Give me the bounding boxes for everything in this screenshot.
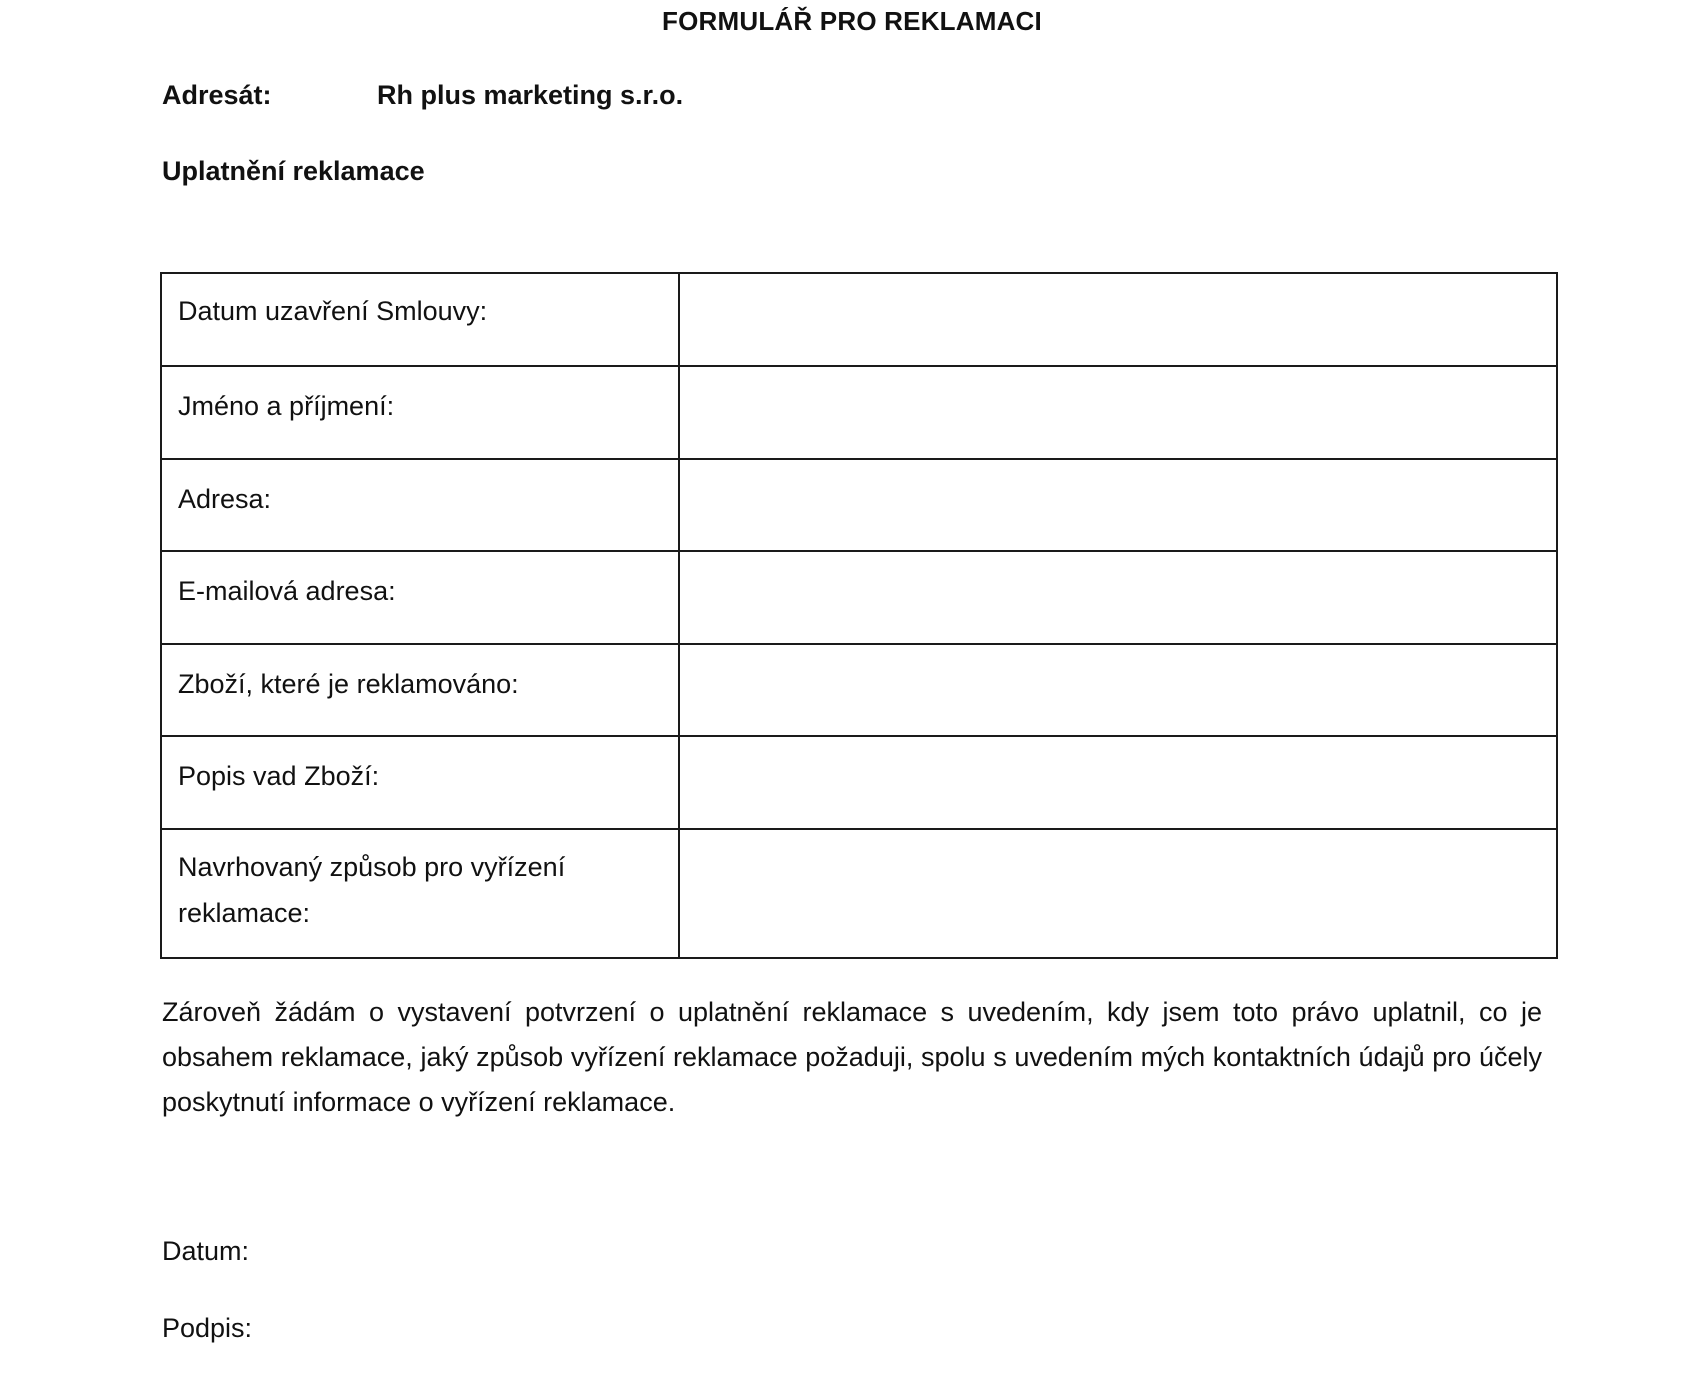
form-field-address[interactable] — [679, 459, 1557, 551]
form-field-defect-description[interactable] — [679, 736, 1557, 829]
form-label-goods: Zboží, které je reklamováno: — [161, 644, 679, 736]
form-field-goods[interactable] — [679, 644, 1557, 736]
form-field-email[interactable] — [679, 551, 1557, 644]
document-title: FORMULÁŘ PRO REKLAMACI — [662, 6, 1042, 36]
form-field-full-name[interactable] — [679, 366, 1557, 459]
confirmation-request-paragraph: Zároveň žádám o vystavení potvrzení o uplatnění reklamace s uvedením, kdy jsem toto právo uplatnil, co je obsahem reklamace, jaký způsob vyřízení reklamace požaduji, spolu s uvedením mých kontaktních údajů pro účely poskytnutí informace o vyřízení reklamace. — [162, 997, 1542, 1117]
form-label-full-name: Jméno a příjmení: — [161, 366, 679, 459]
addressee-label: Adresát: — [162, 80, 272, 110]
form-row-contract-date — [161, 273, 1557, 366]
addressee-value: Rh plus marketing s.r.o. — [377, 80, 684, 110]
addressee-line — [162, 80, 683, 111]
form-row-resolution-method — [161, 829, 1557, 958]
form-label-contract-date: Datum uzavření Smlouvy: — [161, 273, 679, 366]
form-field-resolution-method[interactable] — [679, 829, 1557, 958]
form-row-full-name — [161, 366, 1557, 459]
form-row-address — [161, 459, 1557, 551]
signature-label: Podpis: — [162, 1313, 253, 1343]
form-label-defect-description: Popis vad Zboží: — [161, 736, 679, 829]
form-row-defect-description — [161, 736, 1557, 829]
date-label: Datum: — [162, 1236, 250, 1266]
form-label-address: Adresa: — [161, 459, 679, 551]
form-label-resolution-method: Navrhovaný způsob pro vyřízení reklamace: — [161, 829, 679, 958]
form-row-goods — [161, 644, 1557, 736]
form-field-contract-date[interactable] — [679, 273, 1557, 366]
form-label-email: E-mailová adresa: — [161, 551, 679, 644]
complaint-form-table — [160, 272, 1558, 959]
section-subtitle: Uplatnění reklamace — [162, 156, 425, 186]
form-row-email — [161, 551, 1557, 644]
